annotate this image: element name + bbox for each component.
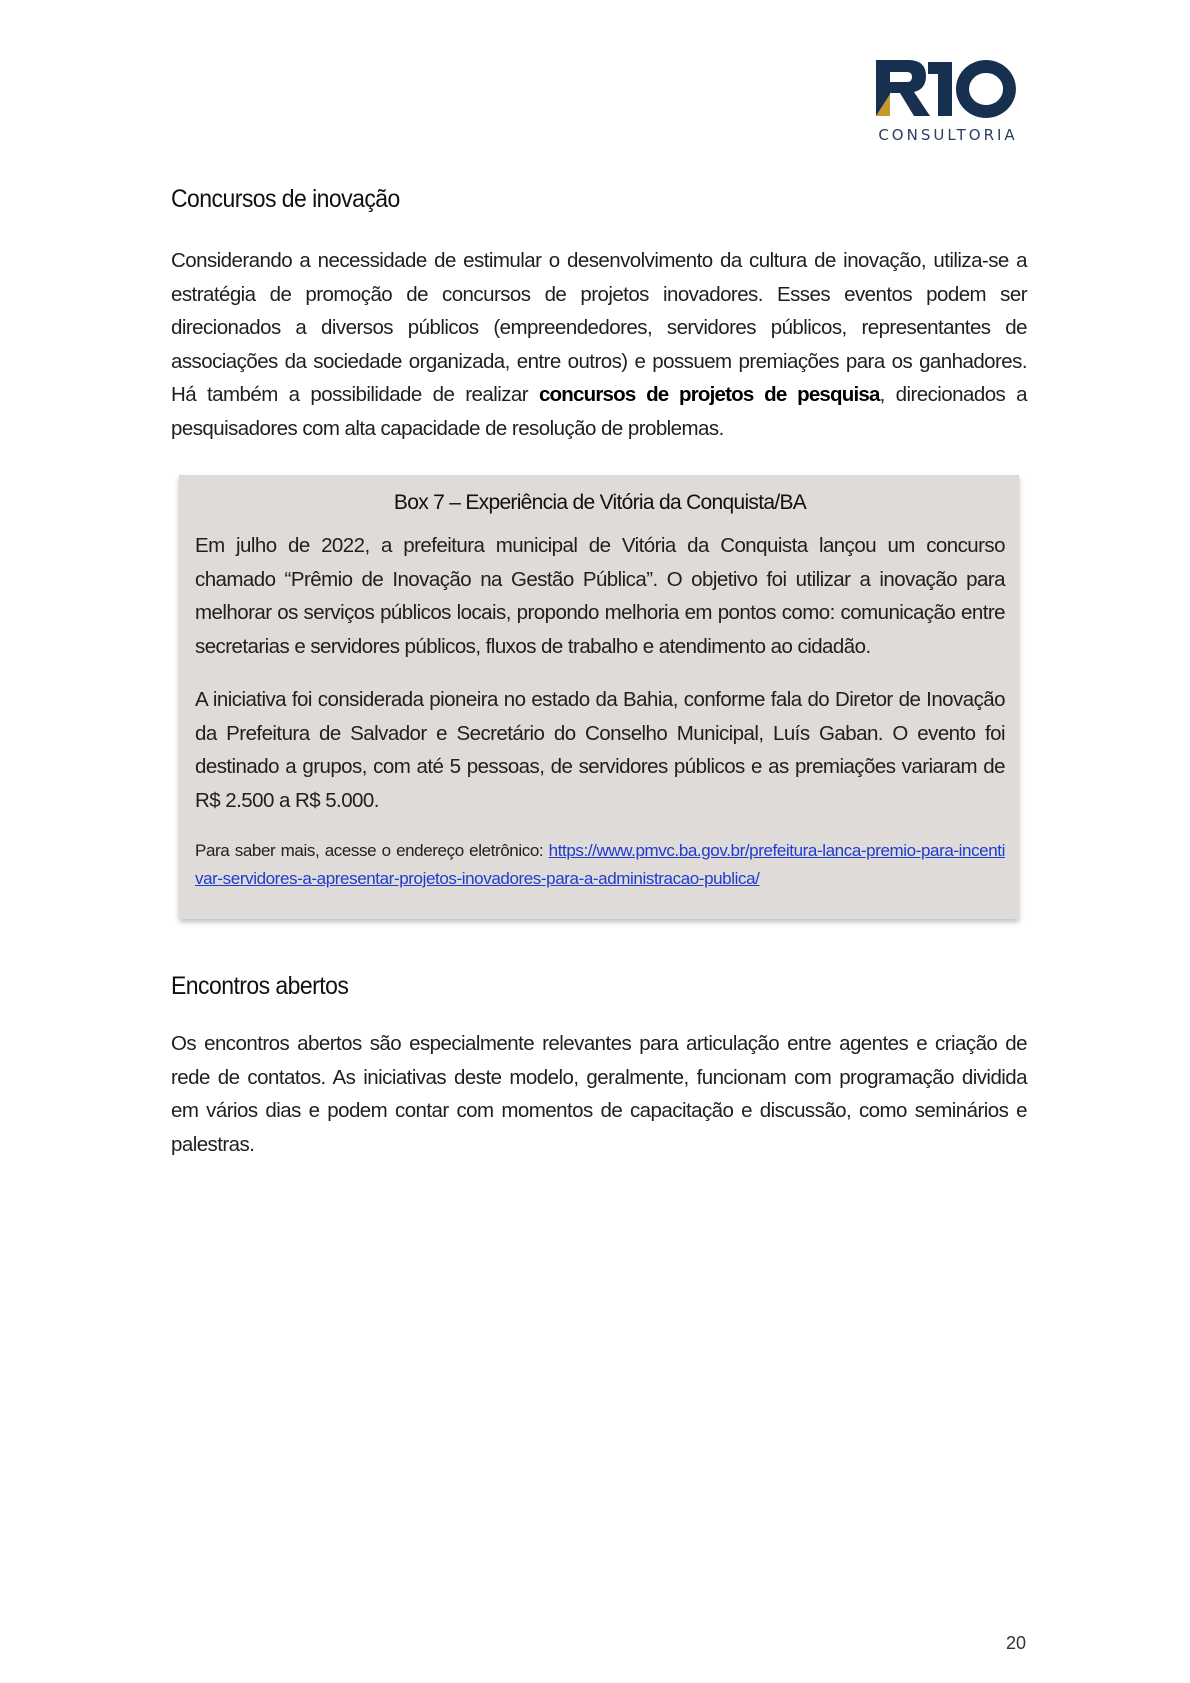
box-paragraph-1: Em julho de 2022, a prefeitura municipal de Vitória da Conquista lançou um concurso chamado “Prêmio de Inovação na Gestão Pública”. O objetivo foi utilizar a inovação para melhorar os serviços públicos locais, propondo melhoria em pontos como: comunicação entre secretarias e servidores públicos, fluxos de trabalho e atendimento ao cidadão.	[195, 534, 1005, 658]
bold-phrase: concursos de projetos de pesquisa	[538, 383, 880, 406]
main-content	[171, 182, 1027, 1161]
info-box	[179, 475, 1019, 919]
logo-subtitle: CONSULTORIA	[878, 126, 1018, 144]
r10-consultoria-logo	[874, 58, 1022, 148]
more-info-label: Para saber mais, acesse o endereço eletrônico:	[195, 841, 549, 860]
page-number: 20	[1005, 1633, 1026, 1653]
section-paragraph-concursos	[171, 244, 1027, 445]
paragraph-text: Considerando a necessidade de estimular o desenvolvimento da cultura de inovação, utiliza-se a estratégia de promoção de concursos de projetos inovadores. Esses eventos podem ser direcionados a diversos públicos (empreendedores, servidores públicos, representantes de associações da sociedade organizada, entre outros) e possuem premiações para os ganhadores. Há também a possibilidade de realizar	[171, 249, 1027, 406]
box-more-info	[195, 837, 1005, 893]
box-paragraph-2: A iniciativa foi considerada pioneira no estado da Bahia, conforme fala do Diretor de Inovação da Prefeitura de Salvador e Secretário do Conselho Municipal, Luís Gaban. O evento foi destinado a grupos, com até 5 pessoas, de servidores públicos e as premiações variaram de R$ 2.500 a R$ 5.000.	[195, 688, 1005, 812]
box-title: Box 7 – Experiência de Vitória da Conquista/BA	[393, 491, 807, 514]
section-paragraph-encontros: Os encontros abertos são especialmente relevantes para articulação entre agentes e criação de rede de contatos. As iniciativas deste modelo, geralmente, funcionam com programação dividida em vários dias e podem contar com momentos de capacitação e discussão, como seminários e palestras.	[171, 1032, 1027, 1156]
paragraph-text: , direcionados a pesquisadores com alta capacidade de resolução de problemas.	[171, 383, 1027, 440]
more-info-link[interactable]: https://www.pmvc.ba.gov.br/prefeitura-lanca-premio-para-incentivar-servidores-a-apresentar-projetos-inovadores-para-a-administracao-publica/	[195, 841, 1005, 888]
section-title-concursos: Concursos de inovação	[171, 185, 400, 213]
r10-logo-mark	[874, 58, 1022, 120]
section-title-encontros: Encontros abertos	[171, 972, 349, 1000]
